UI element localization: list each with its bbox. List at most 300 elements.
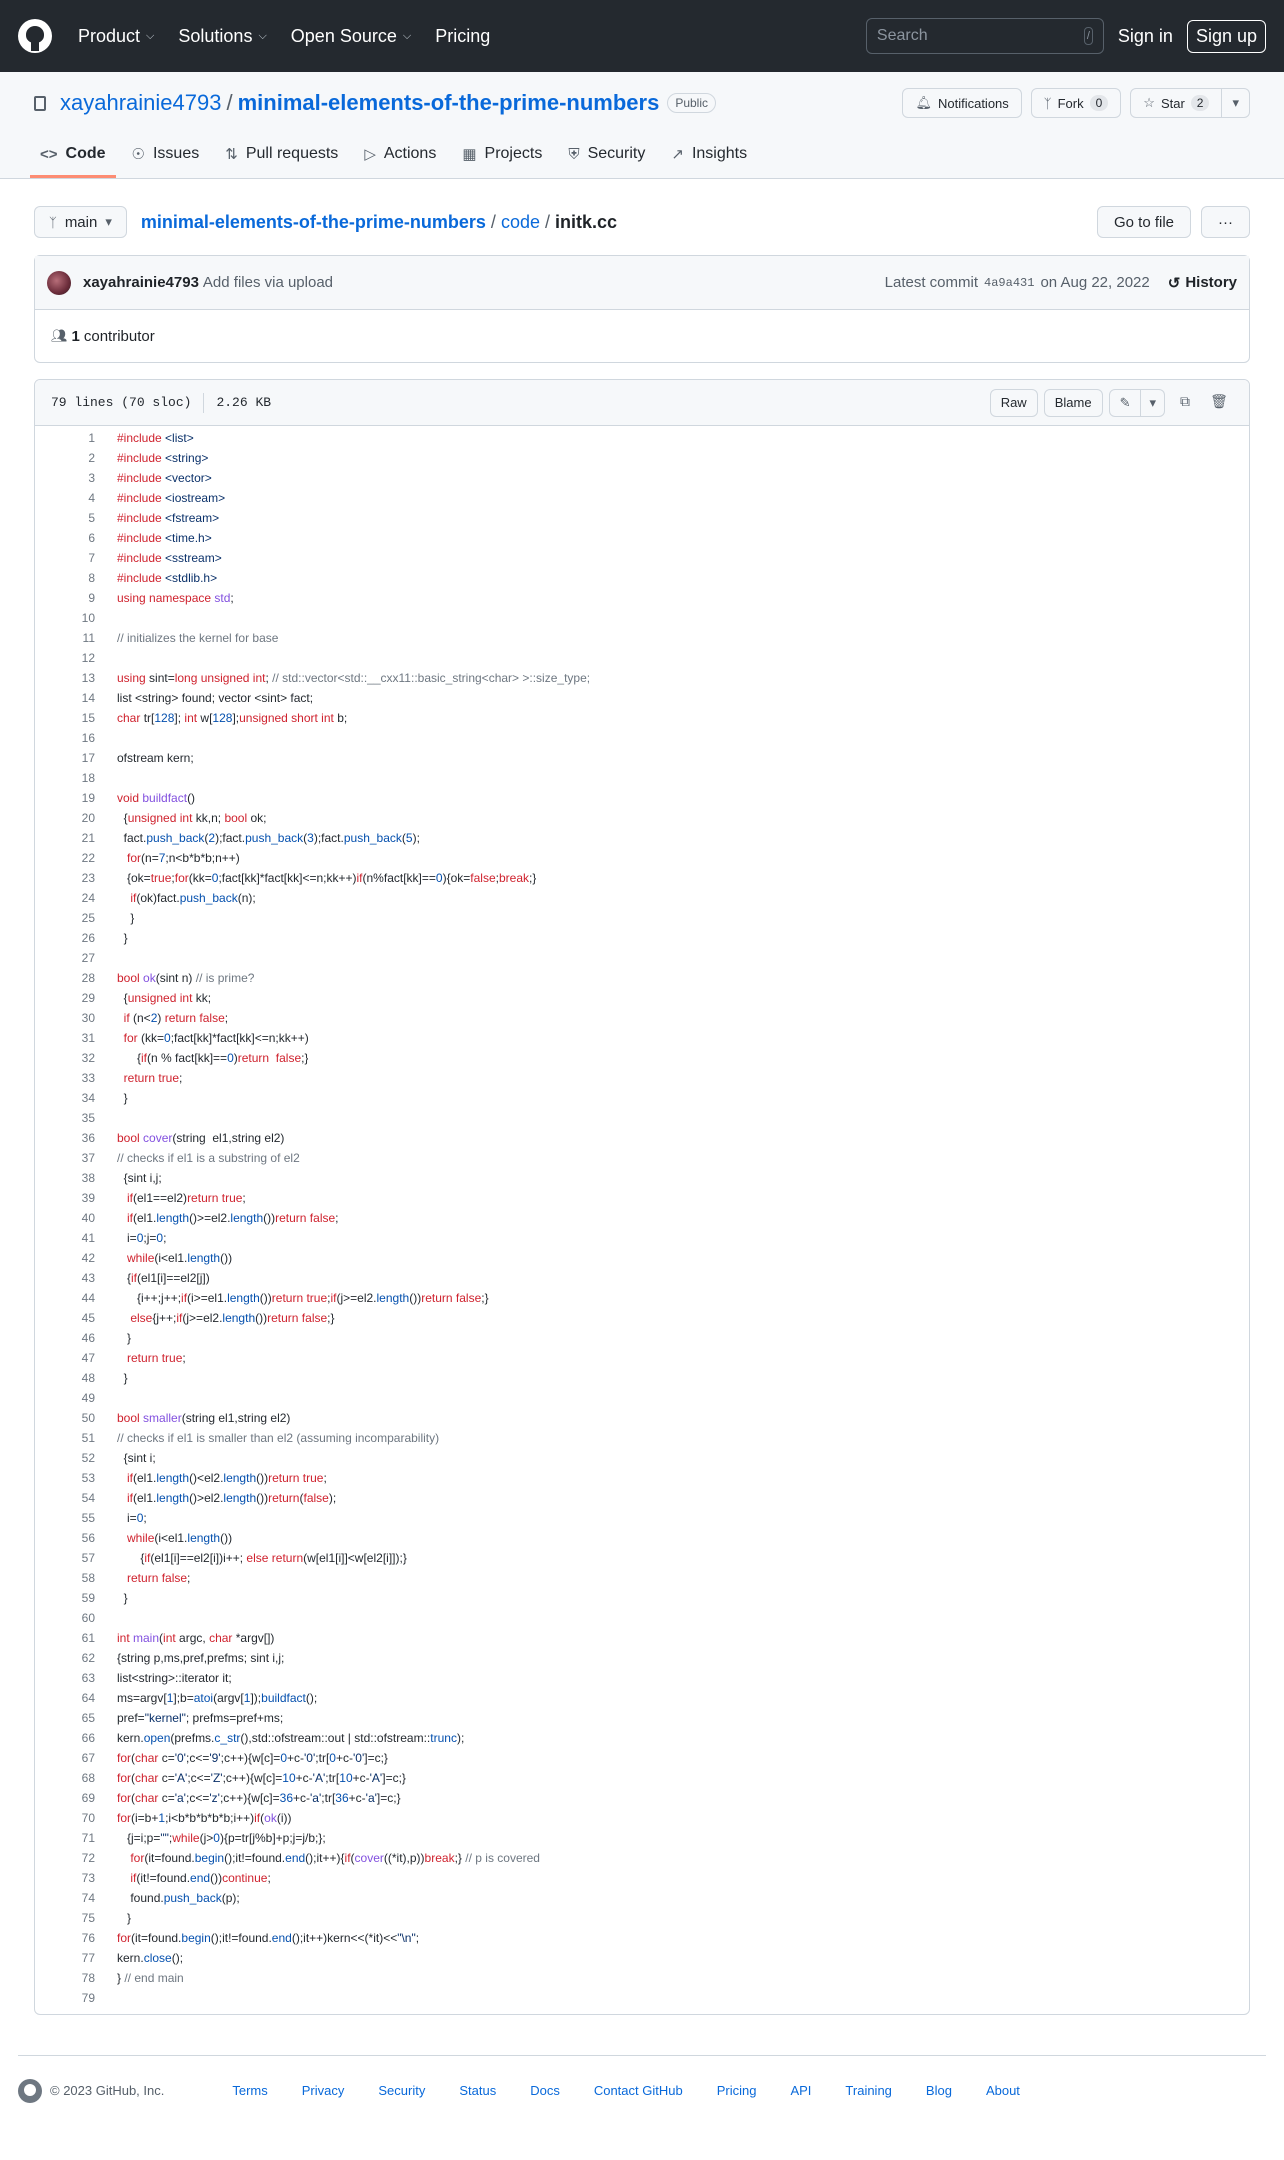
code-token: pref= [117, 1711, 145, 1725]
code-token: found. [117, 1891, 164, 1905]
code-token: 128 [212, 711, 233, 725]
chevron-down-icon: ⌵ [258, 29, 267, 42]
more-options-button[interactable]: ··· [1201, 206, 1250, 238]
line-number[interactable]: 3 [88, 471, 95, 485]
line-content [95, 508, 219, 528]
line-content [95, 1748, 388, 1768]
code-token: 0 [136, 1511, 144, 1525]
line-content [95, 548, 222, 568]
code-token: kk; [195, 991, 212, 1005]
line-number[interactable]: 59 [81, 1591, 95, 1605]
code-line [35, 1708, 1249, 1728]
tab-insights[interactable] [661, 145, 757, 178]
footer-link-docs[interactable]: Docs [530, 2083, 560, 2098]
line-content [95, 708, 347, 728]
line-number[interactable]: 56 [81, 1531, 95, 1545]
code-token: "" [160, 1831, 169, 1845]
tab-code-label: Code [65, 145, 106, 162]
notifications-button[interactable] [902, 88, 1021, 118]
code-token: for [174, 871, 189, 885]
line-content [95, 768, 117, 788]
code-token: ( [350, 1851, 355, 1865]
github-mark-icon[interactable] [18, 2079, 42, 2103]
line-content [95, 928, 128, 948]
line-number[interactable]: 35 [81, 1111, 95, 1125]
line-number[interactable]: 65 [81, 1711, 95, 1725]
code-token: return false [275, 1211, 336, 1225]
code-token: ) [233, 1051, 238, 1065]
line-number[interactable]: 51 [81, 1431, 95, 1445]
pencil-icon: ✎ [1119, 394, 1131, 410]
code-token: ()<el2. [189, 1471, 224, 1485]
code-token: main [133, 1631, 160, 1645]
code-token [117, 1531, 127, 1545]
line-number[interactable]: 19 [81, 791, 95, 805]
line-content [95, 1728, 464, 1748]
code-token: if [330, 1291, 337, 1305]
code-token: unsigned short int [239, 711, 338, 725]
line-number[interactable]: 10 [81, 611, 95, 625]
footer-link-status[interactable]: Status [459, 2083, 497, 2098]
footer-link-privacy[interactable]: Privacy [301, 2083, 345, 2098]
code-line [35, 1028, 1249, 1048]
tab-security[interactable] [558, 145, 655, 178]
code-token: length [376, 1291, 410, 1305]
line-number[interactable]: 29 [81, 991, 95, 1005]
bell-icon: 🔔︎ [915, 95, 932, 110]
code-line [35, 1528, 1249, 1548]
code-token: 1 [158, 1811, 166, 1825]
play-icon: ▷ [364, 146, 376, 163]
code-token: ()>el2. [189, 1491, 224, 1505]
code-token: (prefms. [170, 1731, 215, 1745]
code-token [117, 1871, 130, 1885]
copy-icon[interactable]: ⧉ [1180, 394, 1190, 411]
line-content [95, 1448, 156, 1468]
code-line [35, 1908, 1249, 1928]
code-token: { [117, 1271, 132, 1285]
line-number[interactable]: 57 [81, 1551, 95, 1565]
line-content [95, 888, 256, 908]
code-line [35, 1448, 1249, 1468]
line-number[interactable]: 11 [82, 631, 95, 645]
line-number[interactable]: 53 [81, 1471, 95, 1485]
blame-button[interactable]: Blame [1044, 389, 1103, 417]
global-nav [78, 26, 490, 47]
code-token: 3 [307, 831, 314, 845]
tab-actions[interactable] [354, 145, 446, 178]
code-token: length [156, 1491, 190, 1505]
code-token: ];b= [173, 1691, 194, 1705]
edit-dropdown-button[interactable] [1141, 389, 1165, 417]
fork-label: Fork [1057, 95, 1084, 111]
line-number[interactable]: 71 [81, 1831, 95, 1845]
line-content [95, 1828, 326, 1848]
line-number[interactable]: 37 [81, 1151, 95, 1165]
commit-sha-link[interactable]: 4a9a431 [984, 275, 1035, 290]
line-number[interactable]: 44 [81, 1291, 95, 1305]
line-number[interactable]: 75 [81, 1911, 95, 1925]
line-number[interactable]: 62 [81, 1651, 95, 1665]
line-number[interactable]: 38 [81, 1171, 95, 1185]
code-token: if [356, 871, 363, 885]
line-number[interactable]: 5 [88, 511, 95, 525]
fork-button[interactable] [1031, 88, 1122, 118]
line-content [95, 1128, 284, 1148]
code-line [35, 1968, 1249, 1988]
line-number[interactable]: 22 [81, 851, 95, 865]
line-content [95, 1268, 210, 1288]
branch-icon: ᛉ [49, 214, 57, 230]
raw-button[interactable]: Raw [990, 389, 1038, 417]
latest-commit-row [35, 256, 1249, 310]
code-actions [990, 389, 1233, 417]
code-token: return false [267, 1311, 328, 1325]
global-header [0, 0, 1284, 72]
code-line [35, 1728, 1249, 1748]
code-token: ofstream kern; [117, 751, 194, 765]
line-number[interactable]: 14 [81, 691, 95, 705]
line-number[interactable]: 32 [81, 1051, 95, 1065]
code-line [35, 728, 1249, 748]
nav-product[interactable] [78, 26, 154, 47]
code-token: <string> [165, 451, 209, 465]
code-token: list <string> found; vector <sint> fact; [117, 691, 314, 705]
nav-pricing-label: Pricing [435, 25, 491, 46]
code-line [35, 688, 1249, 708]
code-token: ; [267, 1871, 271, 1885]
line-number[interactable]: 47 [81, 1351, 95, 1365]
line-number[interactable]: 61 [81, 1631, 95, 1645]
breadcrumb [141, 212, 617, 233]
line-number[interactable]: 55 [81, 1511, 95, 1525]
code-token: { [117, 1051, 142, 1065]
line-number[interactable]: 15 [81, 711, 95, 725]
trash-icon[interactable]: 🗑︎ [1210, 395, 1228, 411]
tab-pull-requests[interactable] [215, 145, 348, 178]
line-number[interactable]: 4 [88, 491, 95, 505]
code-token: 'z' [209, 1791, 220, 1805]
sign-up-button[interactable]: Sign up [1187, 20, 1266, 53]
line-content [95, 1568, 190, 1588]
line-number[interactable]: 21 [81, 831, 95, 845]
code-token: buildfact [261, 1691, 306, 1705]
code-token: cover [354, 1851, 384, 1865]
code-token: trunc [430, 1731, 457, 1745]
code-token [117, 1071, 124, 1085]
history-link[interactable] [1168, 274, 1237, 292]
code-token: bool [117, 1411, 144, 1425]
code-token: begin [181, 1931, 211, 1945]
line-number[interactable]: 54 [81, 1491, 95, 1505]
line-content [95, 1408, 290, 1428]
footer-link-contact[interactable]: Contact GitHub [593, 2083, 683, 2098]
code-token: return [268, 1491, 300, 1505]
code-line [35, 1388, 1249, 1408]
code-token: #include [117, 451, 166, 465]
line-number[interactable]: 30 [81, 1011, 95, 1025]
code-token: <list> [165, 431, 194, 445]
line-number[interactable]: 45 [81, 1311, 95, 1325]
line-number[interactable]: 6 [88, 531, 95, 545]
line-number[interactable]: 16 [81, 731, 95, 745]
nav-open-source-label: Open Source [290, 25, 397, 46]
tab-issues[interactable] [122, 145, 210, 178]
code-line [35, 588, 1249, 608]
header-actions [866, 18, 1266, 54]
code-token: c= [161, 1771, 175, 1785]
line-content [95, 488, 225, 508]
code-token: 'a' [310, 1791, 322, 1805]
star-button[interactable] [1130, 88, 1222, 118]
code-token: length [230, 1211, 264, 1225]
line-number[interactable]: 34 [81, 1091, 95, 1105]
chevron-down-icon: ⌵ [402, 29, 412, 42]
code-token: ();it!=found. [224, 1851, 286, 1865]
contributors-row[interactable] [35, 310, 1249, 362]
repo-name-link[interactable]: minimal-elements-of-the-prime-numbers [237, 90, 660, 115]
line-number[interactable]: 79 [81, 1991, 95, 2005]
line-number[interactable]: 40 [81, 1211, 95, 1225]
code-token: i= [117, 1231, 137, 1245]
commit-author-link[interactable]: xayahrainie4793 [83, 274, 199, 291]
github-logo-icon[interactable] [18, 19, 52, 53]
code-token: return true [123, 1071, 180, 1085]
line-number[interactable]: 18 [81, 771, 95, 785]
latest-commit-label: Latest commit [884, 274, 979, 291]
code-token: bool [224, 811, 251, 825]
code-line [35, 948, 1249, 968]
nav-pricing[interactable] [435, 26, 490, 47]
code-token: } [117, 911, 135, 925]
line-content [95, 1148, 300, 1168]
code-line [35, 1408, 1249, 1428]
footer-link-pricing[interactable]: Pricing [716, 2083, 757, 2098]
code-line [35, 868, 1249, 888]
code-token: 1 [243, 1691, 251, 1705]
line-content [95, 1628, 274, 1648]
code-token: ]=c;} [376, 1791, 401, 1805]
line-number[interactable]: 69 [81, 1791, 95, 1805]
code-token: { [117, 1551, 145, 1565]
code-line [35, 1088, 1249, 1108]
line-number[interactable]: 42 [81, 1251, 95, 1265]
line-content [95, 1988, 117, 2008]
branch-select-button[interactable] [34, 206, 127, 238]
go-to-file-button[interactable]: Go to file [1097, 206, 1191, 238]
repo-header [0, 72, 1284, 179]
nav-open-source[interactable] [291, 26, 411, 47]
code-token: #include [117, 431, 166, 445]
code-line [35, 528, 1249, 548]
line-content [95, 648, 117, 668]
footer-link-terms[interactable]: Terms [232, 2083, 268, 2098]
code-token: ()) [256, 1471, 269, 1485]
line-number[interactable]: 31 [81, 1031, 95, 1045]
code-token: { [340, 1851, 345, 1865]
code-token: ()) [220, 1531, 233, 1545]
star-group [1130, 88, 1250, 118]
repo-owner-link[interactable]: xayahrainie4793 [60, 90, 222, 115]
line-number[interactable]: 60 [81, 1611, 95, 1625]
line-number[interactable]: 58 [81, 1571, 95, 1585]
footer-link-about[interactable]: About [985, 2083, 1020, 2098]
code-token: {i++;j++; [117, 1291, 182, 1305]
code-line [35, 768, 1249, 788]
line-number[interactable]: 49 [81, 1391, 95, 1405]
code-line [35, 648, 1249, 668]
line-number[interactable]: 36 [81, 1131, 95, 1145]
line-number[interactable]: 20 [81, 811, 95, 825]
line-number[interactable]: 46 [81, 1331, 95, 1345]
line-content [95, 1548, 407, 1568]
search-input[interactable] [877, 27, 1084, 45]
copyright: © 2023 GitHub, Inc. [50, 2083, 165, 2098]
line-number[interactable]: 7 [88, 551, 95, 565]
code-token: {j=i;p= [117, 1831, 161, 1845]
line-content [95, 1248, 232, 1268]
issue-icon: ☉ [131, 146, 145, 163]
line-number[interactable]: 66 [81, 1731, 95, 1745]
code-line [35, 1848, 1249, 1868]
code-token: for [117, 1811, 132, 1825]
code-token: kern. [117, 1731, 144, 1745]
code-token: ]; [232, 711, 240, 725]
code-token: { [117, 811, 128, 825]
line-number[interactable]: 43 [81, 1271, 95, 1285]
footer-link-security[interactable]: Security [378, 2083, 426, 2098]
code-token: push_back [179, 891, 238, 905]
code-token: length [222, 1311, 256, 1325]
code-token [117, 1311, 130, 1325]
code-token: char [135, 1751, 162, 1765]
line-content [95, 668, 590, 688]
breadcrumb-repo-link[interactable]: minimal-elements-of-the-prime-numbers [140, 211, 486, 232]
code-token: ( [159, 1631, 164, 1645]
code-token: kk,n; [195, 811, 225, 825]
line-number[interactable]: 67 [81, 1751, 95, 1765]
code-token: (kk= [141, 1031, 165, 1045]
pull-request-icon: ⇅ [225, 146, 238, 163]
commit-box [34, 255, 1250, 363]
code-token: (n= [141, 851, 159, 865]
code-token: push_back [245, 831, 304, 845]
line-content [95, 1468, 327, 1488]
line-number[interactable]: 68 [81, 1771, 95, 1785]
star-dropdown-button[interactable] [1222, 88, 1250, 118]
edit-button[interactable] [1109, 389, 1142, 417]
repo-actions [902, 88, 1250, 118]
code-token: char [135, 1791, 162, 1805]
line-number[interactable]: 50 [81, 1411, 95, 1425]
line-number[interactable]: 27 [81, 951, 95, 965]
footer-link-api[interactable]: API [790, 2083, 812, 2098]
tab-projects[interactable] [452, 145, 552, 178]
line-number[interactable]: 17 [81, 751, 95, 765]
code-token: for [130, 1851, 145, 1865]
line-content [95, 1488, 340, 1508]
line-number[interactable]: 52 [81, 1451, 95, 1465]
code-token: if [176, 1311, 183, 1325]
code-token: // checks if el1 is smaller than el2 (assuming incomparability) [117, 1431, 440, 1445]
code-line [35, 1488, 1249, 1508]
tab-security-label: Security [587, 145, 646, 162]
line-number[interactable]: 41 [81, 1231, 95, 1245]
line-number[interactable]: 63 [81, 1671, 95, 1685]
line-number[interactable]: 24 [81, 891, 95, 905]
code-token: 7 [158, 851, 166, 865]
line-number[interactable]: 78 [81, 1971, 95, 1985]
code-token: (el1[i]==el2[i])i++; [150, 1551, 247, 1565]
line-number[interactable]: 33 [81, 1071, 95, 1085]
shield-icon: ⛨ [568, 145, 580, 163]
code-line [35, 1548, 1249, 1568]
code-token: for [117, 1751, 132, 1765]
code-token: 'a' [174, 1791, 186, 1805]
code-token: } [117, 1371, 128, 1385]
line-number[interactable]: 13 [81, 671, 95, 685]
breadcrumb-dir-link[interactable]: code [500, 211, 540, 232]
line-number[interactable]: 28 [81, 971, 95, 985]
line-number[interactable]: 73 [81, 1871, 95, 1885]
line-number[interactable]: 1 [88, 431, 95, 445]
line-number[interactable]: 39 [81, 1191, 95, 1205]
line-number[interactable]: 72 [81, 1851, 95, 1865]
line-number[interactable]: 23 [81, 871, 95, 885]
code-token: (kk= [188, 871, 212, 885]
code-token: ]=c;} [364, 1751, 388, 1765]
line-number[interactable]: 26 [81, 931, 95, 945]
search-box[interactable] [866, 18, 1104, 54]
code-token: ) [442, 871, 447, 885]
code-icon: <> [40, 145, 58, 163]
code-token: ; [168, 1831, 173, 1845]
commit-message-link[interactable]: Add files via upload [202, 274, 334, 291]
line-number[interactable]: 2 [88, 451, 95, 465]
tab-code[interactable] [30, 145, 116, 178]
code-token: {j++; [152, 1311, 177, 1325]
code-token: 0 [156, 1231, 164, 1245]
nav-solutions-label: Solutions [178, 25, 253, 46]
code-line [35, 668, 1249, 688]
line-number[interactable]: 12 [81, 651, 95, 665]
footer-link-training[interactable]: Training [845, 2083, 892, 2098]
tab-actions-label: Actions [383, 145, 437, 162]
line-number[interactable]: 48 [81, 1371, 95, 1385]
code-token: (p); [221, 1891, 240, 1905]
footer-link-blog[interactable]: Blog [925, 2083, 952, 2098]
code-token: int [163, 1631, 180, 1645]
line-number[interactable]: 76 [81, 1931, 95, 1945]
sign-in-link[interactable]: Sign in [1117, 25, 1173, 46]
line-number[interactable]: 9 [88, 591, 95, 605]
nav-solutions[interactable] [178, 26, 266, 47]
code-token: continue [222, 1871, 268, 1885]
line-number[interactable]: 8 [88, 571, 95, 585]
code-token: ; [495, 871, 499, 885]
contributors-label: contributor [83, 327, 155, 345]
line-number[interactable]: 64 [81, 1691, 95, 1705]
line-number[interactable]: 70 [81, 1811, 95, 1825]
code-line [35, 568, 1249, 588]
line-number[interactable]: 25 [81, 911, 95, 925]
avatar[interactable] [47, 271, 71, 295]
line-number[interactable]: 74 [81, 1891, 95, 1905]
code-token: if [130, 1871, 137, 1885]
line-number[interactable]: 77 [81, 1951, 95, 1965]
code-token: fact. [117, 831, 147, 845]
code-token: (n); [237, 891, 256, 905]
